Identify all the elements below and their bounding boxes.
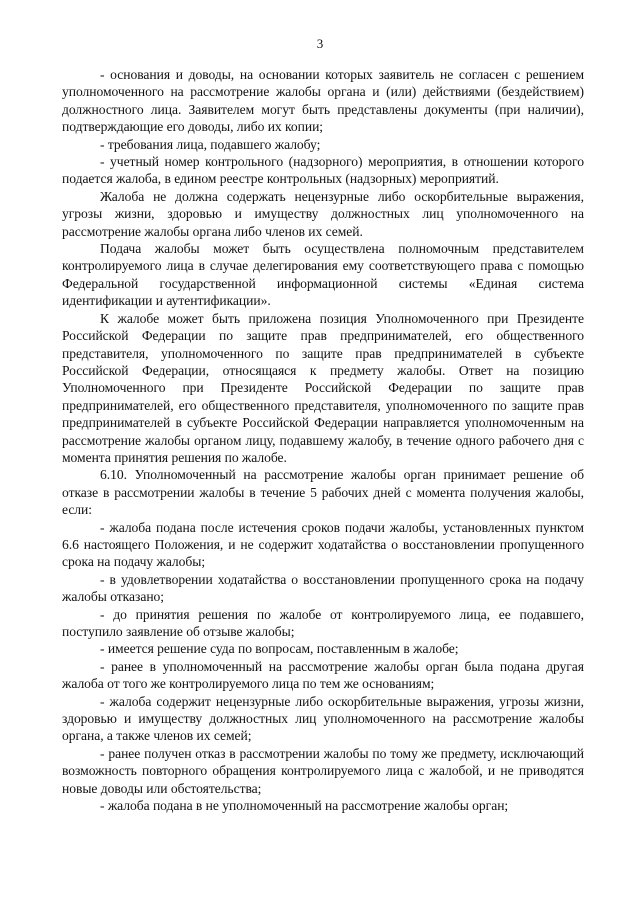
paragraph: - требования лица, подавшего жалобу;	[100, 136, 321, 152]
paragraph: - жалоба подана после истечения сроков подачи жалобы, установленных пунктом 6.6 настоящего Положения, и не содержит ходатайства о восстановлении пропущенного срока на подачу жалобы;	[62, 519, 584, 570]
paragraph: - ранее получен отказ в рассмотрении жалобы по тому же предмету, исключающий возможность повторного обращения контролируемого лица с жалобой, и не приводятся новые доводы или обстоятельства;	[62, 745, 584, 796]
paragraph: Подача жалобы может быть осуществлена полномочным представителем контролируемого лица в случае делегирования ему соответствующего права с помощью Федеральной государственной информационной системы «Единая система идентификации и аутентификации».	[62, 241, 584, 309]
paragraph: - основания и доводы, на основании которых заявитель не согласен с решением уполномоченного на рассмотрение жалобы органа и (или) действиями (бездействием) должностного лица. Заявителем могут быть представлены документы (при наличии), подтверждающие его доводы, либо их копии;	[62, 67, 584, 135]
paragraph: Жалоба не должна содержать нецензурные либо оскорбительные выражения, угрозы жизни, здоровью и имуществу должностных лиц уполномоченного на рассмотрение жалобы органа либо членов их семей.	[62, 188, 584, 239]
document-body	[62, 66, 584, 814]
paragraph: К жалобе может быть приложена позиция Уполномоченного при Президенте Российской Федерации по защите прав предпринимателей, его общественного представителя, уполномоченного по защите прав предпринимателей в субъекте Российской Федерации, относящаяся к предмету жалобы. Ответ на позицию Уполномоченного при Президенте Российской Федерации по защите прав предпринимателей, его общественного представителя, уполномоченного по защите прав предпринимателей в субъекте Российской Федерации направляется уполномоченным на рассмотрение жалобы органом лицу, подавшему жалобу, в течение одного рабочего дня с момента принятия решения по жалобе.	[62, 310, 584, 465]
paragraph: - жалоба подана в не уполномоченный на рассмотрение жалобы орган;	[100, 798, 509, 814]
paragraph: - имеется решение суда по вопросам, поставленным в жалобе;	[100, 641, 459, 657]
paragraph: - учетный номер контрольного (надзорного) мероприятия, в отношении которого подается жалоба, в едином реестре контрольных (надзорных) мероприятий.	[62, 154, 584, 187]
page-number: 3	[316, 36, 324, 51]
paragraph: - в удовлетворении ходатайства о восстановлении пропущенного срока на подачу жалобы отказано;	[62, 571, 584, 605]
paragraph: - ранее в уполномоченный на рассмотрение жалобы орган была подана другая жалоба от того же контролируемого лица по тем же основаниям;	[62, 658, 584, 692]
paragraph: - до принятия решения по жалобе от контролируемого лица, ее подавшего, поступило заявление об отзыве жалобы;	[62, 606, 584, 639]
paragraph: 6.10. Уполномоченный на рассмотрение жалобы орган принимает решение об отказе в рассмотрении жалобы в течение 5 рабочих дней с момента получения жалобы, если:	[62, 467, 584, 518]
paragraph: - жалоба содержит нецензурные либо оскорбительные выражения, угрозы жизни, здоровью и имуществу должностных лиц уполномоченного на рассмотрение жалобы органа, а также членов их семей;	[62, 693, 584, 744]
